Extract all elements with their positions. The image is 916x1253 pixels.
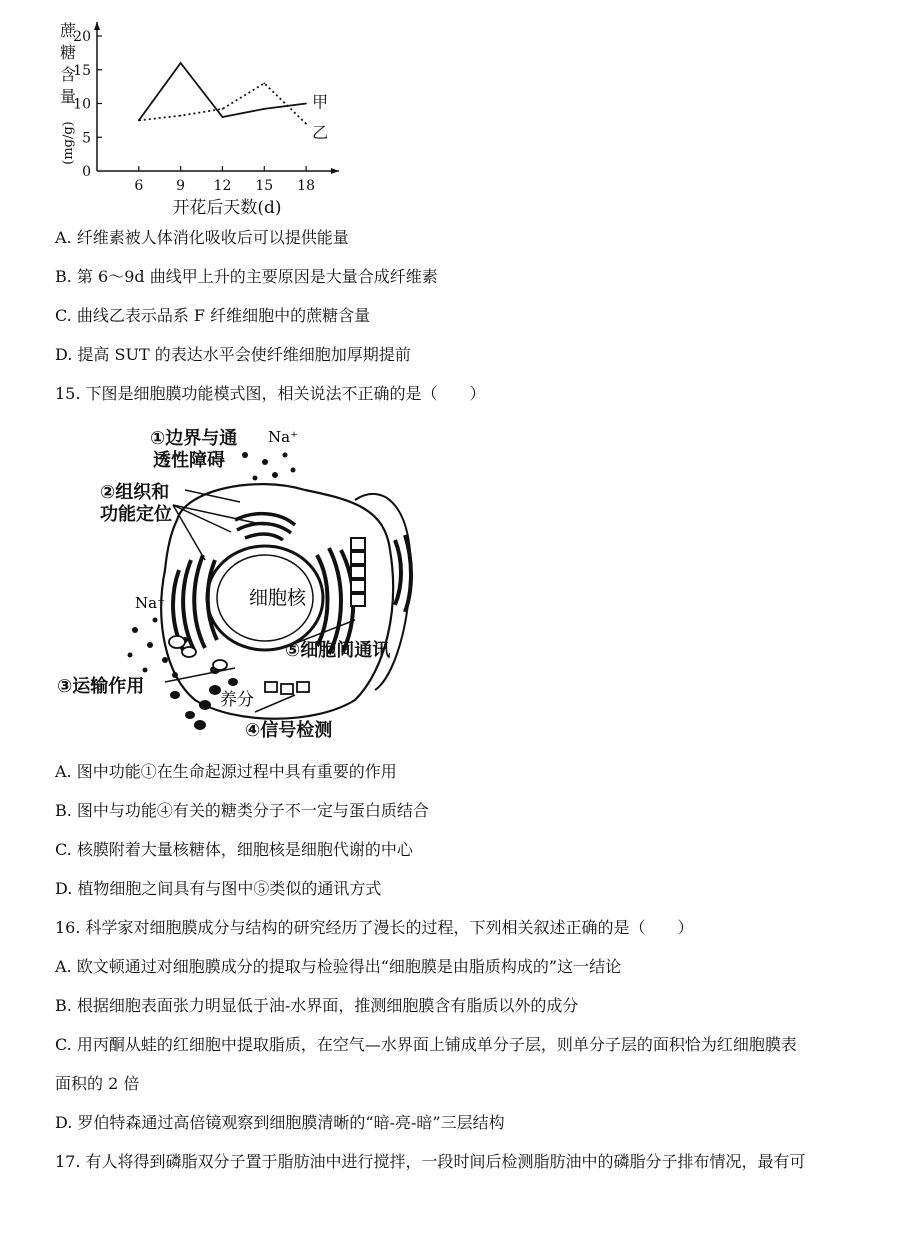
q16-option-c-cont: 面积的 2 倍 — [55, 1074, 140, 1093]
x-tick-label: 18 — [297, 178, 316, 194]
golgi — [235, 514, 295, 540]
q15-option-d: D. 植物细胞之间具有与图中⑤类似的通讯方式 — [55, 879, 382, 898]
x-tick-label: 6 — [134, 178, 144, 194]
q15-option-c: C. 核膜附着大量核糖体，细胞核是细胞代谢的中心 — [55, 840, 413, 859]
q14-option-b: B. 第 6～9d 曲线甲上升的主要原因是大量合成纤维素 — [55, 267, 438, 286]
q16-option-a: A. 欧文顿通过对细胞膜成分的提取与检验得出“细胞膜是由脂质构成的”这一结论 — [55, 957, 622, 976]
y-tick-label: 15 — [73, 62, 91, 79]
y-tick-label: 0 — [82, 164, 91, 180]
series-point-甲 — [305, 103, 307, 105]
series-point-乙 — [180, 115, 182, 117]
label-transport: ③运输作用 — [57, 676, 145, 697]
sucrose-chart — [50, 8, 370, 228]
series-point-甲 — [180, 62, 182, 64]
q15-option-a: A. 图中功能①在生命起源过程中具有重要的作用 — [55, 762, 397, 781]
series-point-乙 — [305, 123, 307, 125]
series-point-乙 — [263, 82, 265, 84]
q16-option-d: D. 罗伯特森通过高倍镜观察到细胞膜清晰的“暗-亮-暗”三层结构 — [55, 1113, 505, 1132]
x-tick-label: 12 — [213, 178, 232, 194]
q17-stem: 17. 有人将得到磷脂双分子置于脂肪油中进行搅拌，一段时间后检测脂肪油中的磷脂分子排布情况，最有可 — [55, 1152, 806, 1171]
cell-membrane-diagram — [55, 420, 415, 750]
nucleus-label: 细胞核 — [249, 587, 307, 609]
y-axis-label-char: 糖 — [59, 43, 77, 62]
label-boundary-line1: ①边界与通 — [150, 428, 238, 449]
x-tick-label: 15 — [255, 178, 274, 194]
label-organization-line1: ②组织和 — [100, 482, 170, 503]
q14-option-d: D. 提高 SUT 的表达水平会使纤维细胞加厚期提前 — [55, 345, 411, 364]
series-point-乙 — [138, 120, 140, 122]
x-axis-label: 开花后天数(d) — [172, 198, 282, 218]
q16-option-b: B. 根据细胞表面张力明显低于油-水界面，推测细胞膜含有脂质以外的成分 — [55, 996, 579, 1015]
q16-option-c: C. 用丙酮从蛙的红细胞中提取脂质，在空气—水界面上铺成单分子层，则单分子层的面积恰为红细胞膜表 — [55, 1035, 797, 1054]
x-axis-arrow — [331, 168, 339, 174]
label-organization-line2: 功能定位 — [100, 504, 172, 525]
series-line-甲 — [139, 63, 306, 120]
q14-option-c: C. 曲线乙表示品系 F 纤维细胞中的蔗糖含量 — [55, 306, 371, 325]
label-cell-communication: ⑤细胞间通讯 — [285, 640, 391, 661]
q15-stem: 15. 下图是细胞膜功能模式图，相关说法不正确的是（ ） — [55, 384, 486, 403]
series-point-乙 — [222, 108, 224, 110]
y-tick-label: 10 — [73, 96, 91, 113]
y-axis-arrow — [94, 22, 100, 30]
series-point-甲 — [263, 108, 265, 110]
y-axis-label-char: 蔗 — [59, 21, 77, 40]
y-axis-unit: (mg/g) — [61, 121, 76, 165]
q16-stem: 16. 科学家对细胞膜成分与结构的研究经历了漫长的过程，下列相关叙述正确的是（ ） — [55, 918, 694, 937]
y-axis-label-char: 含 — [59, 65, 77, 84]
x-tick-label: 9 — [176, 178, 186, 194]
series-point-甲 — [222, 116, 224, 118]
y-tick-label: 5 — [82, 130, 91, 147]
q14-option-a: A. 纤维素被人体消化吸收后可以提供能量 — [55, 228, 349, 247]
nutrient-label: 养分 — [220, 690, 254, 710]
label-signal-detection: ④信号检测 — [245, 720, 333, 741]
q15-option-b: B. 图中与功能④有关的糖类分子不一定与蛋白质结合 — [55, 801, 429, 820]
y-tick-label: 20 — [73, 29, 91, 45]
na-top-label: Na⁺ — [268, 428, 298, 446]
series-label-甲: 甲 — [312, 92, 329, 112]
y-axis-label-char: 量 — [59, 87, 77, 106]
label-boundary-line2: 透性障碍 — [153, 450, 225, 471]
gap-junction — [351, 538, 365, 606]
na-left-label: Na⁺ — [135, 594, 165, 612]
series-label-乙: 乙 — [312, 122, 329, 142]
